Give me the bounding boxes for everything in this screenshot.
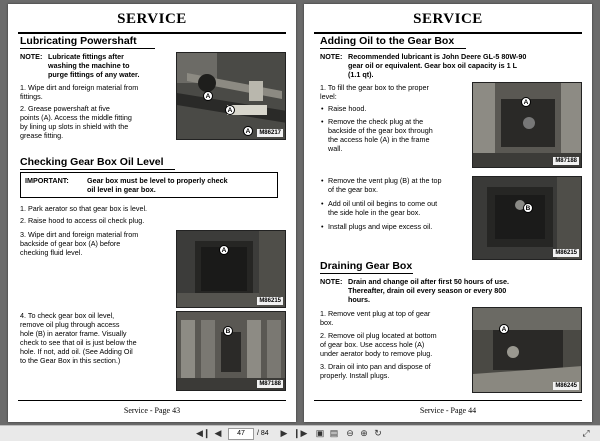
important-label: IMPORTANT: bbox=[25, 176, 69, 185]
bullet-line: backside of the gear box through bbox=[328, 126, 433, 135]
step-line: 4. To check gear box oil level, bbox=[20, 311, 115, 320]
bullet-line: the side hole in the gear box. bbox=[328, 208, 421, 217]
photo-vent-plug bbox=[472, 176, 582, 260]
viewer-toolbar bbox=[0, 425, 600, 441]
header-rule bbox=[18, 32, 286, 34]
step-line: level: bbox=[320, 92, 337, 101]
note-lubricant bbox=[320, 52, 580, 79]
step-line: backside of gear box (A) before bbox=[20, 239, 121, 248]
photo-id: M86245 bbox=[555, 383, 577, 389]
callout-a: A bbox=[499, 324, 509, 334]
step-line: check to see that oil is just below the bbox=[20, 338, 137, 347]
oil-drain-photo-graphic bbox=[473, 308, 582, 393]
note-line: gear oil or equivalent. Gear box oil capacity is 1 L bbox=[348, 61, 517, 70]
bullet-line: wall. bbox=[328, 144, 343, 153]
callout-a: A bbox=[521, 97, 531, 107]
step-line: fittings. bbox=[20, 92, 43, 101]
important-box bbox=[20, 172, 278, 198]
step-line: by lining up slots in shield with the bbox=[20, 122, 129, 131]
zoom-out-icon[interactable]: ⊖ bbox=[346, 428, 354, 438]
section-title-underline bbox=[20, 48, 155, 49]
step-line: box. bbox=[320, 318, 334, 327]
photo-id: M86217 bbox=[259, 130, 281, 136]
bullet-line: of the gear box. bbox=[328, 185, 378, 194]
page-number-input[interactable]: 47 bbox=[228, 428, 254, 440]
note-line: Thereafter, drain oil every season or every 800 bbox=[348, 286, 507, 295]
page-total: / 84 bbox=[257, 430, 269, 437]
note-line: washing the machine to bbox=[48, 61, 130, 70]
section-title-adding-oil: Adding Oil to the Gear Box bbox=[320, 35, 455, 47]
header-rule bbox=[314, 32, 582, 34]
step-line: under aerator body to remove plug. bbox=[320, 349, 433, 358]
photo-id: M87188 bbox=[259, 381, 281, 387]
section-title-underline bbox=[320, 48, 466, 49]
step-drain-oil bbox=[320, 362, 470, 380]
bullet-line: • Remove the check plug at the bbox=[328, 117, 424, 126]
note-line: (1.1 qt). bbox=[348, 70, 374, 79]
vent-plug-photo-graphic bbox=[473, 177, 582, 260]
footer-rule bbox=[18, 400, 286, 401]
callout-a: A bbox=[203, 91, 213, 101]
note-line: hours. bbox=[348, 295, 370, 304]
bullet-raise-hood: • Raise hood. bbox=[328, 104, 366, 113]
photo-check-plug bbox=[472, 82, 582, 168]
step-fill-gear-box bbox=[320, 83, 470, 101]
callout-a: A bbox=[243, 126, 253, 136]
powershaft-photo-graphic bbox=[177, 53, 286, 140]
step-park-aerator: 1. Park aerator so that gear box is level. bbox=[20, 204, 148, 213]
photo-id: M87188 bbox=[555, 158, 577, 164]
note-label: NOTE: bbox=[20, 52, 43, 61]
page-footer: Service - Page 44 bbox=[419, 406, 477, 415]
step-grease-powershaft bbox=[20, 104, 178, 140]
fit-page-icon[interactable]: ▣ bbox=[315, 428, 325, 438]
step-line: hole. If not, add oil. (See Adding Oil bbox=[20, 347, 133, 356]
step-line: of gear box. Use access hole (A) bbox=[320, 340, 425, 349]
callout-a: A bbox=[219, 245, 229, 255]
important-line: Gear box must be level to properly check bbox=[87, 176, 228, 185]
note-label: NOTE: bbox=[320, 277, 343, 286]
callout-b: B bbox=[223, 326, 233, 336]
photo-oil-drain bbox=[472, 307, 582, 393]
step-line: remove oil plug through access bbox=[20, 320, 120, 329]
step-wipe-fittings bbox=[20, 83, 178, 101]
step-line: 2. Grease powershaft at five bbox=[20, 104, 110, 113]
section-title-draining-gear-box: Draining Gear Box bbox=[320, 260, 413, 272]
callout-a: A bbox=[225, 105, 235, 115]
note-line: Lubricate fittings after bbox=[48, 52, 124, 61]
note-drain-change bbox=[320, 277, 580, 304]
footer-rule bbox=[314, 400, 582, 401]
step-check-oil-level bbox=[20, 311, 180, 365]
left-page bbox=[8, 4, 296, 422]
page-header: SERVICE bbox=[413, 11, 483, 27]
section-title-underline bbox=[20, 169, 175, 170]
step-line: points (A). Access the middle fitting bbox=[20, 113, 132, 122]
section-title-lubricating-powershaft: Lubricating Powershaft bbox=[20, 35, 137, 47]
bullet-remove-vent-plug bbox=[328, 176, 468, 194]
step-line: hole (B) in aerator frame. Visually bbox=[20, 329, 127, 338]
check-plug-photo-graphic bbox=[473, 83, 582, 168]
step-line: 3. Drain oil into pan and dispose of bbox=[320, 362, 431, 371]
prev-page-icon[interactable]: ◀ bbox=[214, 428, 222, 438]
right-page bbox=[304, 4, 592, 422]
photo-id: M86215 bbox=[555, 250, 577, 256]
bullet-install-plugs: • Install plugs and wipe excess oil. bbox=[328, 222, 432, 231]
step-line: 1. Wipe dirt and foreign material from bbox=[20, 83, 139, 92]
step-line: 1. To fill the gear box to the proper bbox=[320, 83, 429, 92]
photo-access-hole bbox=[176, 311, 286, 391]
step-line: 3. Wipe dirt and foreign material from bbox=[20, 230, 139, 239]
step-line: to the Gear Box in this section.) bbox=[20, 356, 121, 365]
note-lubricate bbox=[20, 52, 180, 79]
note-line: Recommended lubricant is John Deere GL-5 80W-90 bbox=[348, 52, 527, 61]
photo-id: M86215 bbox=[259, 298, 281, 304]
bullet-line: • Add oil until oil begins to come out bbox=[328, 199, 438, 208]
step-remove-vent-plug bbox=[320, 309, 470, 327]
step-raise-hood: 2. Raise hood to access oil check plug. bbox=[20, 216, 145, 225]
zoom-in-icon[interactable]: ⊕ bbox=[360, 428, 368, 438]
important-line: oil level in gear box. bbox=[87, 185, 156, 194]
step-line: properly. Install plugs. bbox=[320, 371, 390, 380]
callout-b: B bbox=[523, 203, 533, 213]
next-page-icon[interactable]: ▶ bbox=[280, 428, 288, 438]
photo-gear-box-backside bbox=[176, 230, 286, 308]
page-footer: Service - Page 43 bbox=[123, 406, 181, 415]
bullet-add-oil bbox=[328, 199, 468, 217]
step-line: grease fitting. bbox=[20, 131, 64, 140]
note-line: Drain and change oil after first 50 hours of use. bbox=[348, 277, 509, 286]
section-title-underline bbox=[320, 273, 413, 274]
note-line: purge fittings of any water. bbox=[48, 70, 140, 79]
step-line: 1. Remove vent plug at top of gear bbox=[320, 309, 431, 318]
rotate-icon[interactable]: ↻ bbox=[374, 428, 382, 438]
last-page-icon[interactable]: ❙▶ bbox=[293, 428, 308, 438]
step-line: 2. Remove oil plug located at bottom bbox=[320, 331, 437, 340]
step-wipe-gear-box bbox=[20, 230, 180, 257]
bullet-line: the access hole (A) in the frame bbox=[328, 135, 430, 144]
bullet-line: • Remove the vent plug (B) at the top bbox=[328, 176, 442, 185]
note-label: NOTE: bbox=[320, 52, 343, 61]
section-title-checking-gear-box-oil: Checking Gear Box Oil Level bbox=[20, 156, 164, 168]
bullet-remove-check-plug bbox=[328, 117, 468, 153]
fit-width-icon[interactable]: ▤ bbox=[329, 428, 339, 438]
photo-powershaft bbox=[176, 52, 286, 140]
fullscreen-icon[interactable]: ⤢ bbox=[582, 428, 590, 438]
first-page-icon[interactable]: ◀❙ bbox=[196, 428, 211, 438]
step-remove-oil-plug bbox=[320, 331, 470, 358]
page-header: SERVICE bbox=[117, 11, 187, 27]
step-line: checking fluid level. bbox=[20, 248, 83, 257]
